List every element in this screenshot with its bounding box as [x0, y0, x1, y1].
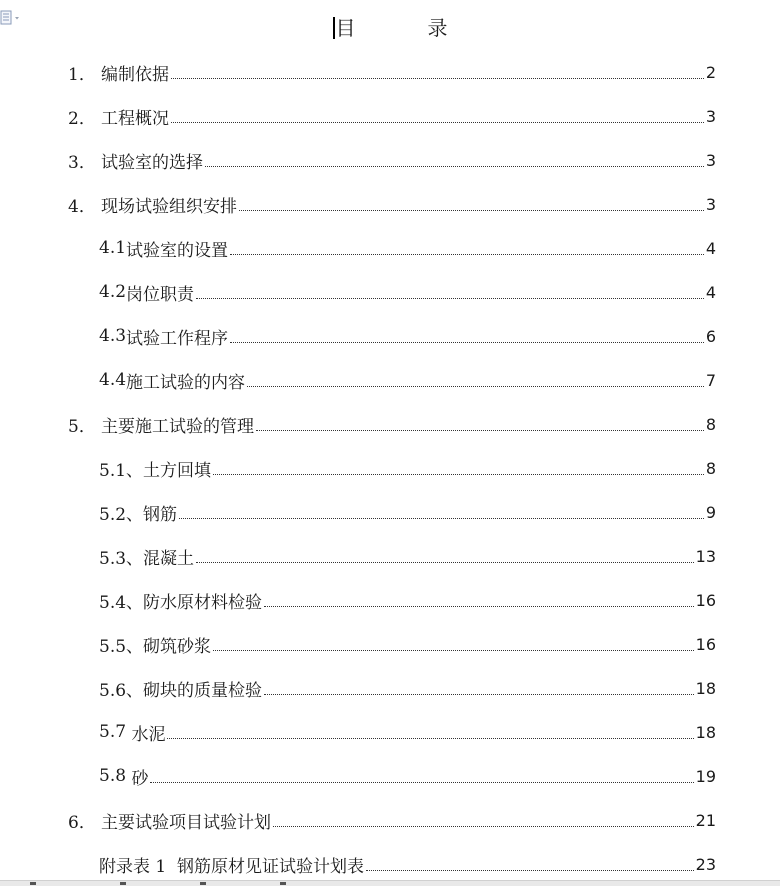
toc-entry-label: 主要施工试验的管理: [101, 416, 254, 437]
toc-entry-page: 13: [695, 546, 716, 566]
toc-entry-page: 6: [705, 326, 716, 346]
toc-entry-page: 23: [695, 854, 716, 874]
toc-entry-page: 3: [705, 150, 716, 170]
text-cursor: [333, 17, 335, 39]
toc-entry[interactable]: [0, 358, 780, 402]
toc-entry-label: 编制依据: [101, 64, 169, 85]
toc-dot-leader: [213, 474, 704, 475]
toc-entry-label: 防水原材料检验: [143, 592, 263, 613]
status-mark: [30, 882, 36, 885]
toc-entry[interactable]: [0, 226, 780, 270]
toc-dot-leader: [171, 122, 704, 123]
toc-entry-number: 6．: [68, 812, 96, 833]
toc-entry[interactable]: [0, 50, 780, 94]
toc-entry-number: 1．: [68, 64, 96, 85]
toc-entry-label: 钢筋原材见证试验计划表: [177, 856, 365, 877]
toc-entry[interactable]: [0, 138, 780, 182]
toc-entry-number: 3．: [68, 152, 96, 173]
toc-dot-leader: [273, 826, 694, 827]
toc-entry-number: 5.7: [99, 722, 132, 742]
toc-entry-number: 5.3、: [99, 548, 144, 569]
toc-dot-leader: [205, 166, 704, 167]
toc-entry[interactable]: [0, 710, 780, 754]
toc-entry[interactable]: [0, 754, 780, 798]
toc-entry-label: 砌块的质量检验: [143, 680, 263, 701]
status-mark: [120, 882, 126, 885]
toc-entry-page: 3: [705, 106, 716, 126]
toc-dot-leader: [264, 694, 694, 695]
toc-title-left: 目: [335, 16, 356, 40]
bottom-status-strip: [0, 880, 780, 886]
toc-entry-label: 砂: [131, 768, 149, 789]
toc-entry[interactable]: [0, 578, 780, 622]
toc-entry-number: 5．: [68, 416, 96, 437]
toc-entry-page: 16: [695, 590, 716, 610]
toc-entry-page: 4: [705, 282, 716, 302]
toc-dot-leader: [171, 78, 704, 79]
toc-entry-number: 5.6、: [99, 680, 144, 701]
toc-dot-leader: [179, 518, 704, 519]
toc-entry-page: 3: [705, 194, 716, 214]
toc-entry-label: 土方回填: [143, 460, 212, 481]
toc-entry-number: 4.4: [99, 370, 127, 390]
toc-entry-label: 试验室的选择: [101, 152, 203, 173]
toc-entry-number: 附录表 1: [99, 856, 178, 877]
toc-dot-leader: [230, 254, 704, 255]
toc-entry-page: 18: [695, 722, 716, 742]
toc-entry-page: 4: [705, 238, 716, 258]
toc-dot-leader: [196, 298, 704, 299]
toc-dot-leader: [247, 386, 704, 387]
toc-entry-page: 8: [705, 458, 716, 478]
toc-entry[interactable]: [0, 270, 780, 314]
toc-entry-page: 18: [695, 678, 716, 698]
toc-entry-page: 8: [705, 414, 716, 434]
toc-entry-label: 砌筑砂浆: [143, 636, 212, 657]
toc-entry-label: 工程概况: [101, 108, 169, 129]
toc-entry-label: 主要试验项目试验计划: [101, 812, 271, 833]
toc-entry-label: 施工试验的内容: [126, 372, 246, 393]
toc-entry[interactable]: [0, 94, 780, 138]
toc-entry-label: 钢筋: [143, 504, 178, 525]
toc-entry-label: 试验工作程序: [126, 328, 229, 349]
toc-entry-number: 4．: [68, 196, 96, 217]
toc-entry-number: 5.1、: [99, 460, 144, 481]
toc-entry[interactable]: [0, 534, 780, 578]
toc-entry[interactable]: [0, 666, 780, 710]
status-mark: [200, 882, 206, 885]
toc-entry-number: 4.3: [99, 326, 127, 346]
toc-entry-number: 5.4、: [99, 592, 144, 613]
toc-entry-label: 现场试验组织安排: [101, 196, 237, 217]
toc-dot-leader: [167, 738, 693, 739]
toc-dot-leader: [264, 606, 694, 607]
toc-entry-label: 试验室的设置: [126, 240, 229, 261]
status-mark: [280, 882, 286, 885]
toc-entry[interactable]: [0, 314, 780, 358]
toc-entry-label: 混凝土: [143, 548, 195, 569]
toc-entry-number: 4.1: [99, 238, 127, 258]
toc-dot-leader: [213, 650, 694, 651]
toc-entry-number: 2．: [68, 108, 96, 129]
toc-entry[interactable]: [0, 622, 780, 666]
toc-entry-number: 5.8: [99, 766, 132, 786]
toc-dot-leader: [150, 782, 693, 783]
toc-entry-number: 5.2、: [99, 504, 144, 525]
toc-dot-leader: [256, 430, 704, 431]
toc-entry-page: 7: [705, 370, 716, 390]
toc-entry-page: 9: [705, 502, 716, 522]
toc-dot-leader: [196, 562, 694, 563]
toc-entry-page: 21: [695, 810, 716, 830]
toc-entry[interactable]: [0, 446, 780, 490]
toc-entry-page: 19: [695, 766, 716, 786]
toc-entry-label: 岗位职责: [126, 284, 195, 305]
toc-entry-page: 2: [705, 62, 716, 82]
toc-dot-leader: [366, 870, 694, 871]
toc-dot-leader: [230, 342, 704, 343]
toc-title: [0, 14, 780, 42]
toc-entry[interactable]: [0, 402, 780, 446]
toc-entry-label: 水泥: [131, 724, 166, 745]
toc-dot-leader: [239, 210, 704, 211]
toc-entry-number: 4.2: [99, 282, 127, 302]
toc-title-right: 录: [427, 16, 448, 40]
toc-entry-page: 16: [695, 634, 716, 654]
toc-entry[interactable]: [0, 490, 780, 534]
toc-entry-number: 5.5、: [99, 636, 144, 657]
toc-list: [0, 50, 780, 886]
toc-entry[interactable]: [0, 798, 780, 842]
toc-entry[interactable]: [0, 182, 780, 226]
